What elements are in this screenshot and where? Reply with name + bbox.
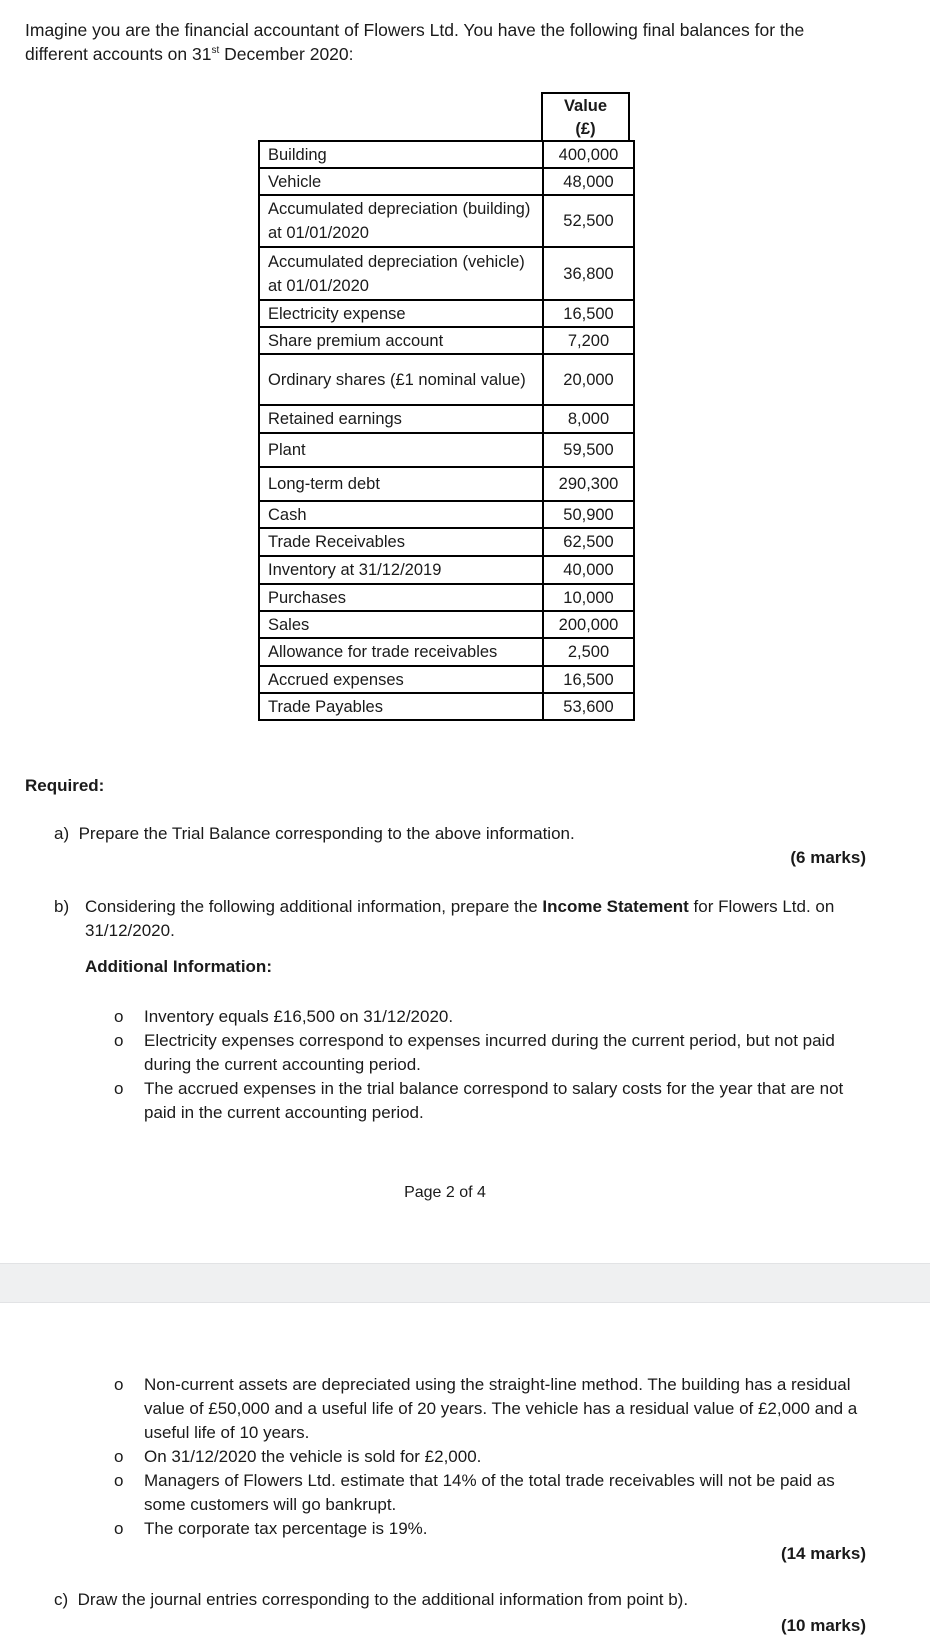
list-item: o Managers of Flowers Ltd. estimate that 14% of the total trade receivables will not be paid as some customers will go bankrupt. (114, 1471, 835, 1514)
income-statement-term: Income Statement (542, 897, 689, 916)
table-row (259, 693, 634, 720)
intro-line-2: different accounts on 31st December 2020: (25, 44, 354, 64)
account-value: 53,600 (543, 693, 634, 720)
table-row (259, 638, 634, 666)
bullet-icon: o (114, 1471, 124, 1490)
account-name: Purchases (259, 584, 543, 611)
table-row (259, 247, 634, 300)
question-a (54, 824, 575, 844)
question-b (54, 895, 884, 943)
account-value: 2,500 (543, 638, 634, 666)
additional-info-list-continued (112, 1373, 872, 1541)
account-name: Vehicle (259, 168, 543, 195)
page-break-divider (0, 1263, 930, 1303)
account-value: 50,900 (543, 501, 634, 528)
account-value: 290,300 (543, 467, 634, 501)
list-item: o The accrued expenses in the trial balance correspond to salary costs for the year that are not paid in the current accounting period. (114, 1079, 844, 1122)
account-value: 400,000 (543, 141, 634, 168)
ordinal-suffix: st (211, 45, 220, 56)
account-value: 10,000 (543, 584, 634, 611)
table-row (259, 556, 634, 584)
account-name: Accrued expenses (259, 666, 543, 693)
bullet-icon: o (114, 1447, 124, 1466)
account-name: Allowance for trade receivables (259, 638, 543, 666)
question-c-marks: (10 marks) (780, 1616, 866, 1635)
list-item: o On 31/12/2020 the vehicle is sold for £2,000. (112, 1445, 872, 1469)
account-name: Ordinary shares (£1 nominal value) (259, 354, 543, 405)
account-name: Plant (259, 433, 543, 467)
account-name: Accumulated depreciation (vehicle) at 01/01/2020 (259, 247, 543, 300)
account-value: 48,000 (543, 168, 634, 195)
account-name: Trade Receivables (259, 528, 543, 556)
question-c (54, 1590, 688, 1610)
required-heading: Required: (25, 776, 105, 795)
account-value: 20,000 (543, 354, 634, 405)
account-value: 40,000 (543, 556, 634, 584)
account-value: 200,000 (543, 611, 634, 638)
account-name: Trade Payables (259, 693, 543, 720)
additional-info-heading: Additional Information: (85, 957, 272, 976)
balances-table (258, 140, 635, 721)
list-item: o The corporate tax percentage is 19%. (112, 1517, 872, 1541)
account-value: 62,500 (543, 528, 634, 556)
table-row (259, 433, 634, 467)
table-row (259, 195, 634, 247)
table-row (259, 300, 634, 327)
table-row (259, 467, 634, 501)
table-row (259, 327, 634, 354)
account-name: Sales (259, 611, 543, 638)
bullet-icon: o (114, 1007, 124, 1026)
account-value: 36,800 (543, 247, 634, 300)
question-c-letter: c) (54, 1590, 69, 1609)
page-number: Page 2 of 4 (404, 1184, 486, 1201)
account-name: Share premium account (259, 327, 543, 354)
question-b-text: Considering the following additional information, prepare the Income Statement for Flowers Ltd. on 31/12/2020. (85, 897, 835, 940)
account-value: 59,500 (543, 433, 634, 467)
table-row (259, 501, 634, 528)
question-a-marks: (6 marks) (790, 848, 866, 867)
account-value: 8,000 (543, 405, 634, 433)
list-item: o Electricity expenses correspond to expenses incurred during the current period, but not paid during the current accounting period. (114, 1031, 835, 1074)
account-name: Building (259, 141, 543, 168)
account-value: 16,500 (543, 666, 634, 693)
account-name: Electricity expense (259, 300, 543, 327)
account-value: 52,500 (543, 195, 634, 247)
account-value: 16,500 (543, 300, 634, 327)
account-name: Cash (259, 501, 543, 528)
question-b-marks: (14 marks) (780, 1544, 866, 1563)
list-item: o Inventory equals £16,500 on 31/12/2020. (112, 1005, 872, 1029)
table-row (259, 354, 634, 405)
question-c-text: Draw the journal entries corresponding to the additional information from point b). (77, 1590, 689, 1609)
value-column-header: Value (£) (541, 92, 630, 140)
question-a-text: Prepare the Trial Balance corresponding to the above information. (78, 824, 575, 843)
intro-line-1: Imagine you are the financial accountant of Flowers Ltd. You have the following final balances for the (25, 20, 805, 40)
table-row (259, 584, 634, 611)
table-row (259, 168, 634, 195)
table-row (259, 528, 634, 556)
bullet-icon: o (114, 1519, 124, 1538)
bullet-icon: o (114, 1375, 124, 1394)
intro-paragraph (25, 18, 905, 66)
bullet-icon: o (114, 1079, 124, 1098)
table-row (259, 611, 634, 638)
bullet-icon: o (114, 1031, 124, 1050)
additional-info-list (112, 1005, 872, 1125)
account-name: Long-term debt (259, 467, 543, 501)
question-b-letter: b) (54, 897, 70, 916)
list-item: o Non-current assets are depreciated using the straight-line method. The building has a residual value of £50,000 and a useful life of 20 years. The vehicle has a residual value of £2,000 and a useful life of 10 years. (114, 1375, 858, 1442)
account-name: Inventory at 31/12/2019 (259, 556, 543, 584)
question-a-letter: a) (54, 824, 70, 843)
table-row (259, 666, 634, 693)
table-row (259, 141, 634, 168)
account-name: Accumulated depreciation (building) at 01/01/2020 (259, 195, 543, 247)
account-name: Retained earnings (259, 405, 543, 433)
account-value: 7,200 (543, 327, 634, 354)
table-row (259, 405, 634, 433)
